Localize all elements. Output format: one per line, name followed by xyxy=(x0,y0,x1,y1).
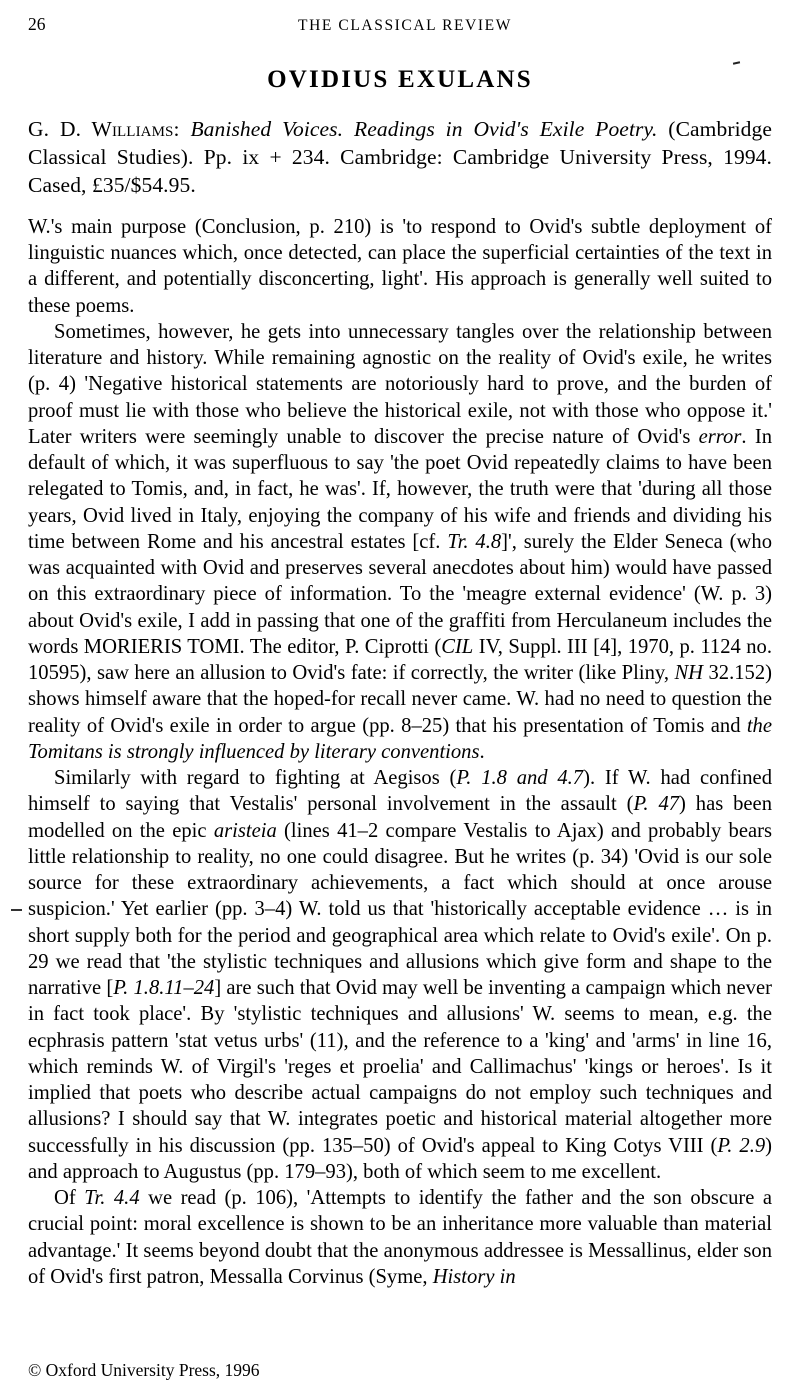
citation-work-title: Banished Voices. Readings in Ovid's Exile Poetry. xyxy=(190,117,658,141)
copyright-footer: © Oxford University Press, 1996 xyxy=(28,1360,260,1380)
stray-ink-mark xyxy=(733,61,740,64)
stray-ink-mark-left xyxy=(11,909,22,911)
citation-author: G. D. Williams xyxy=(28,117,174,141)
citation-colon: : xyxy=(173,117,191,141)
book-citation xyxy=(28,116,772,200)
review-body xyxy=(28,214,772,1290)
article-title: OVIDIUS EXULANS xyxy=(267,66,533,93)
paragraph-1: W.'s main purpose (Conclusion, p. 210) is 'to respond to Ovid's subtle deployment of linguistic nuances which, once detected, can place the superficial certainties of the text in a different, and potentially disconcerting, light'. His approach is generally well suited to these poems. xyxy=(28,215,772,317)
citation-publication: (Cambridge Classical Studies). Pp. ix + 234. Cambridge: Cambridge University Press, 1994. Cased, £35/$54.95. xyxy=(28,117,772,197)
paragraph-3: Similarly with regard to fighting at Aegisos (P. 1.8 and 4.7). If W. had confined himself to saying that Vestalis' personal involvement in the assault (P. 47) has been modelled on the epic aristeia (lines 41–2 compare Vestalis to Ajax) and probably bears little relationship to reality, no one could disagree. But he writes (p. 34) 'Ovid is our sole source for these extraordinary achievements, a fact which should at once arouse suspicion.' Yet earlier (pp. 3–4) W. told us that 'historically acceptable evidence … is in short supply both for the period and geographical area which relate to Ovid's exile'. On p. 29 we read that 'the stylistic techniques and allusions which give form and shape to the narrative [P. 1.8.11–24] are such that Ovid may well be inventing a campaign which never in fact took place'. By 'stylistic techniques and allusions' W. seems to mean, e.g. the ecphrasis pattern 'stat vetus urbs' (11), and the reference to a 'king' and 'arms' in line 16, which reminds W. of Virgil's 'reges et proelia' and Callimachus' 'kings or heroes'. Is it implied that poets who describe actual campaigns do not employ such techniques and allusions? I should say that W. integrates poetic and historical material altogether more successfully in his discussion (pp. 135–50) of Ovid's appeal to King Cotys VIII (P. 2.9) and approach to Augustus (pp. 179–93), both of which seem to me excellent. xyxy=(28,767,773,1183)
running-head xyxy=(28,14,772,40)
journal-title: THE CLASSICAL REVIEW xyxy=(298,17,512,34)
paragraph-2: Sometimes, however, he gets into unnecessary tangles over the relationship between literature and history. While remaining agnostic on the reality of Ovid's exile, he writes (p. 4) 'Negative historical statements are notoriously hard to prove, and the burden of proof must lie with those who believe the historical exile, not with those who oppose it.' Later writers were seemingly unable to discover the precise nature of Ovid's error. In default of which, it was superfluous to say 'the poet Ovid repeatedly claims to have been relegated to Tomis, and, in fact, he was'. If, however, the truth were that 'during all those years, Ovid lived in Italy, enjoying the company of his wife and friends and dividing his time between Rome and his ancestral estates [cf. Tr. 4.8]', surely the Elder Seneca (who was acquainted with Ovid and preserves several anecdotes about him) would have passed on this extraordinary piece of information. To the 'meagre external evidence' (W. p. 3) about Ovid's exile, I add in passing that one of the graffiti from Herculaneum includes the words MORIERIS TOMI. The editor, P. Ciprotti (CIL IV, Suppl. III [4], 1970, p. 1124 no. 10595), saw here an allusion to Ovid's fate: if correctly, the writer (like Pliny, NH 32.152) shows himself aware that the hoped-for recall never came. W. had no need to question the reality of Ovid's exile in order to argue (pp. 8–25) that his presentation of Tomis and the Tomitans is strongly influenced by literary conventions. xyxy=(28,320,773,763)
page-number: 26 xyxy=(28,14,46,34)
paragraph-4: Of Tr. 4.4 we read (p. 106), 'Attempts to identify the father and the son obscure a crucial point: moral excellence is shown to be an inheritance more valuable than material advantage.' It seems beyond doubt that the anonymous addressee is Messallinus, elder son of Ovid's first patron, Messalla Corvinus (Syme, History in xyxy=(28,1187,772,1288)
